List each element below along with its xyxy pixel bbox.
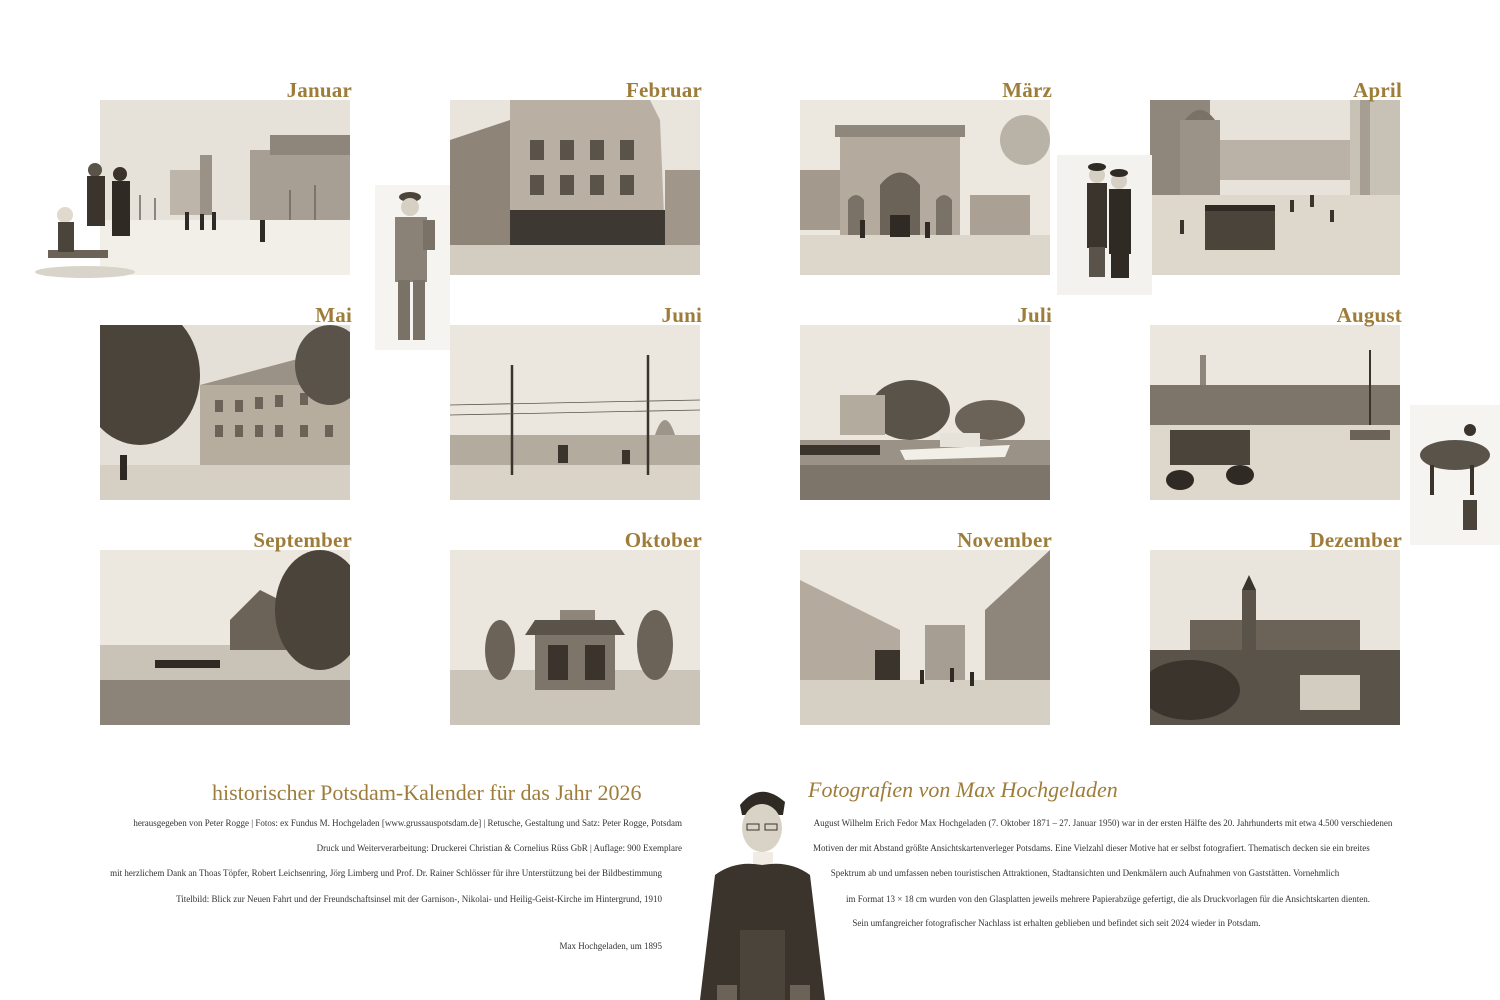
credit-line-3: mit herzlichem Dank an Thoas Töpfer, Robert Leichsenring, Jörg Limberg und Prof. Dr. Rainer Schlösser für ihre Unterstützung bei der Bildbestimmung bbox=[110, 868, 662, 878]
photo-oktober bbox=[450, 550, 700, 725]
children-sled-cutout bbox=[30, 160, 145, 280]
month-label: April bbox=[1353, 78, 1402, 102]
month-label: Februar bbox=[625, 78, 702, 102]
month-label: Mai bbox=[315, 303, 352, 327]
month-label: Oktober bbox=[624, 528, 702, 552]
photo-mai bbox=[100, 325, 350, 500]
photographer-title: Fotografien von Max Hochgeladen bbox=[808, 777, 1118, 802]
photo-februar bbox=[450, 100, 700, 275]
max-hochgeladen-portrait bbox=[695, 780, 830, 1000]
portrait-caption: Max Hochgeladen, um 1895 bbox=[559, 941, 662, 951]
credit-line-2: Druck und Weiterverarbeitung: Druckerei Christian & Cornelius Rüss GbR | Auflage: 900 Exemplare bbox=[316, 843, 682, 853]
credit-line-1: herausgegeben von Peter Rogge | Fotos: ex Fundus M. Hochgeladen [www.grussauspotsdam.de] | Retusche, Gestaltung und Satz: Peter Rogge, Potsdam bbox=[133, 818, 682, 828]
photo-april bbox=[1150, 100, 1400, 275]
bio-line-5: Sein umfangreicher fotografischer Nachlass ist erhalten geblieben und befindet sich seit 2024 wieder in Potsdam. bbox=[852, 918, 1261, 928]
month-label: Januar bbox=[286, 78, 352, 102]
photo-november bbox=[800, 550, 1050, 725]
month-label: Juni bbox=[661, 303, 702, 327]
month-label: Dezember bbox=[1309, 528, 1402, 552]
month-label: November bbox=[957, 528, 1052, 552]
photo-juni bbox=[450, 325, 700, 500]
photo-maerz bbox=[800, 100, 1050, 275]
calendar-title: historischer Potsdam-Kalender für das Jahr 2026 bbox=[212, 780, 642, 805]
photo-juli bbox=[800, 325, 1050, 500]
month-label: August bbox=[1336, 303, 1402, 327]
bio-line-4: im Format 13 × 18 cm wurden von den Glasplatten jeweils mehrere Papierabzüge gefertigt, die als Druckvorlagen für die Ansichtskarten dienten. bbox=[846, 894, 1370, 904]
credit-line-4: Titelbild: Blick zur Neuen Fahrt und der Freundschaftsinsel mit der Garnison-, Nikolai- und Heilig-Geist-Kirche im Hintergrund, 1910 bbox=[176, 894, 662, 904]
two-men-cutout bbox=[1057, 155, 1152, 295]
bio-line-2: Motiven der mit Abstand größte Ansichtskartenverleger Potsdams. Eine Vielzahl dieser Motive hat er selbst fotografiert. Thematisch decken sie ein breites bbox=[813, 843, 1370, 853]
month-label: März bbox=[1002, 78, 1052, 102]
month-label: September bbox=[253, 528, 352, 552]
boy-cutout bbox=[375, 185, 450, 350]
month-label: Juli bbox=[1017, 303, 1052, 327]
photo-september bbox=[100, 550, 350, 725]
bio-line-3: Spektrum ab und umfassen neben touristischen Attraktionen, Stadtansichten und Denkmälern auch Aufnahmen von Gaststätten. Vornehmlich bbox=[830, 868, 1340, 878]
photo-august bbox=[1150, 325, 1400, 500]
bio-line-1: August Wilhelm Erich Fedor Max Hochgeladen (7. Oktober 1871 – 27. Januar 1950) war in der ersten Hälfte des 20. Jahrhunderts mit etwa 4.500 verschiedenen bbox=[813, 818, 1393, 828]
photo-dezember bbox=[1150, 550, 1400, 725]
horse-cart-cutout bbox=[1410, 405, 1500, 545]
